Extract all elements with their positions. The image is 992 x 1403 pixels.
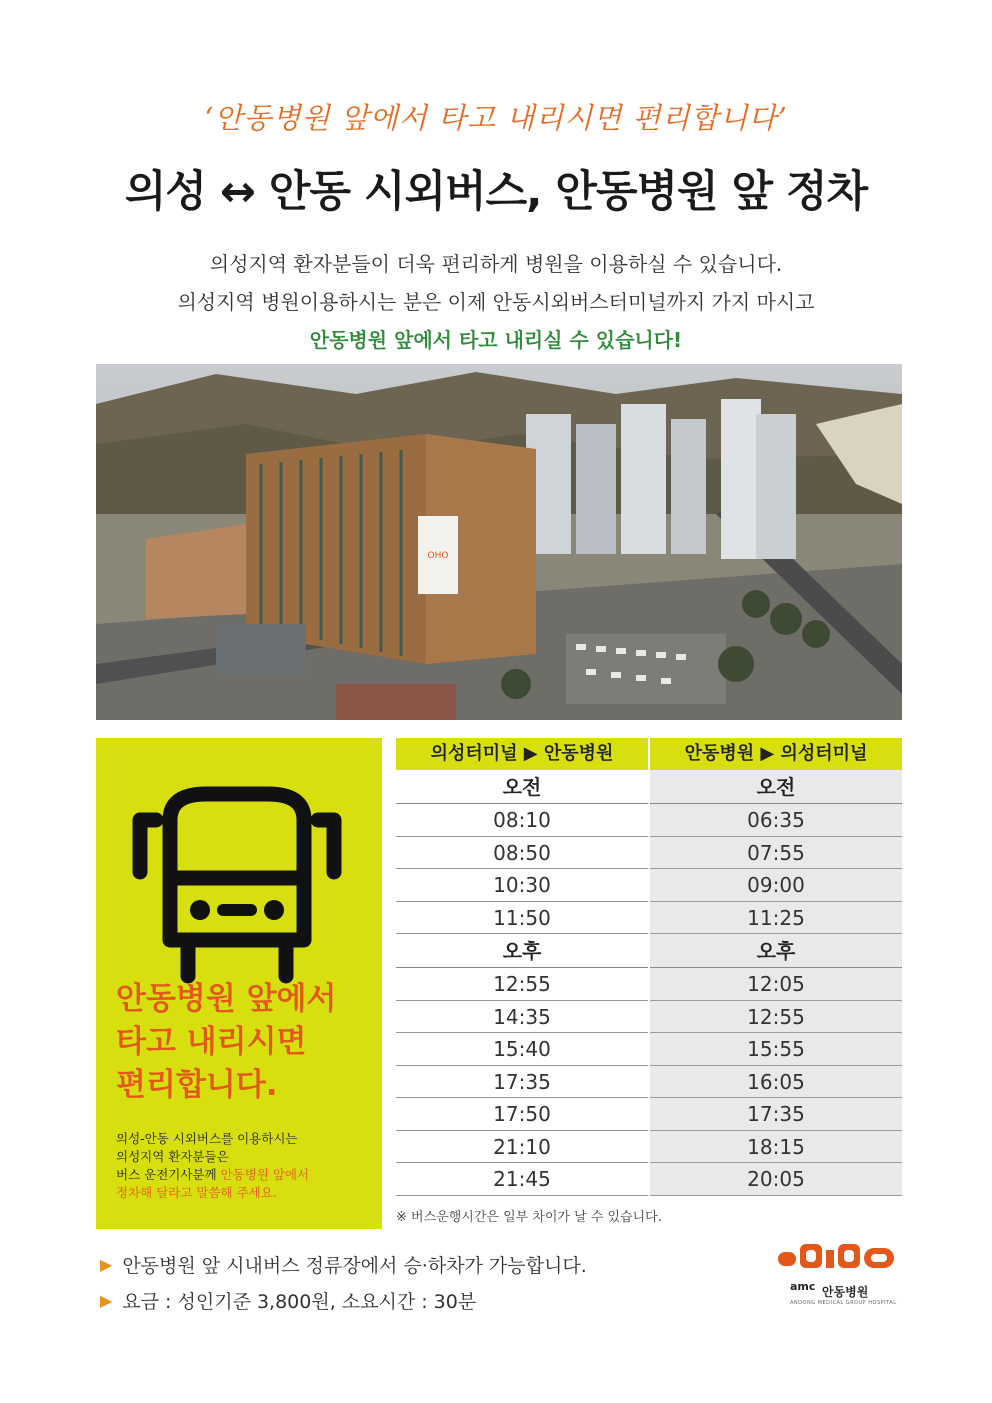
time-cell: 17:35	[396, 1066, 648, 1099]
time-cell: 11:50	[396, 902, 648, 935]
bullet-item	[100, 1246, 587, 1282]
time-cell: 14:35	[396, 1001, 648, 1034]
time-cell: 15:55	[650, 1033, 902, 1066]
period-am: 오전	[650, 770, 902, 804]
time-cell: 07:55	[650, 837, 902, 870]
panel-headline-line-1: 안동병원 앞에서	[116, 981, 337, 1017]
panel-note-highlight: 안동병원 앞에서	[220, 1167, 310, 1182]
panel-headline-line-3: 편리합니다.	[116, 1067, 278, 1103]
time-cell: 12:55	[650, 1001, 902, 1034]
panel-note-line-1: 의성-안동 시외버스를 이용하시는	[116, 1131, 298, 1146]
svg-text:amc: amc	[790, 1280, 816, 1293]
time-cell: 21:10	[396, 1131, 648, 1164]
time-cell: 21:45	[396, 1163, 648, 1196]
panel-note-line-3	[116, 1166, 378, 1184]
logo-subtitle: ANDONG MEDICAL GROUP HOSPITAL	[790, 1300, 897, 1306]
svg-text:OHO: OHO	[427, 551, 449, 561]
schedule-note: ※ 버스운행시간은 일부 차이가 날 수 있습니다.	[396, 1210, 662, 1225]
time-cell: 17:35	[650, 1098, 902, 1131]
time-cell: 09:00	[650, 869, 902, 902]
column-header-to-hospital: 의성터미널 ▶ 안동병원	[396, 738, 648, 770]
logo-hospital-name: 안동병원	[822, 1285, 869, 1299]
bullet-text: 요금 : 성인기준 3,800원, 소요시간 : 30분	[122, 1290, 477, 1313]
hospital-aerial-photo	[96, 364, 902, 720]
triangle-right-icon: ▶	[100, 1254, 113, 1274]
info-panel	[96, 738, 382, 1229]
period-pm: 오후	[396, 934, 648, 968]
time-cell: 12:55	[396, 968, 648, 1001]
panel-note-line-3a: 버스 운전기사분께	[116, 1167, 221, 1182]
intro-line-3: 안동병원 앞에서 타고 내리실 수 있습니다!	[309, 328, 683, 352]
time-cell: 16:05	[650, 1066, 902, 1099]
panel-headline	[116, 978, 376, 1107]
time-cell: 11:25	[650, 902, 902, 935]
time-cell: 06:35	[650, 804, 902, 837]
intro-line-2: 의성지역 병원이용하시는 분은 이제 안동시외버스터미널까지 가지 마시고	[177, 290, 815, 314]
time-cell: 18:15	[650, 1131, 902, 1164]
time-cell: 15:40	[396, 1033, 648, 1066]
time-cell: 12:05	[650, 968, 902, 1001]
period-pm: 오후	[650, 934, 902, 968]
bus-icon	[126, 780, 348, 992]
info-bullets	[100, 1246, 587, 1318]
tagline: ‘안동병원 앞에서 타고 내리시면 편리합니다’	[204, 101, 788, 135]
time-cell: 17:50	[396, 1098, 648, 1131]
panel-note	[116, 1130, 378, 1202]
column-header-to-terminal: 안동병원 ▶ 의성터미널	[650, 738, 902, 770]
bullet-item	[100, 1282, 587, 1318]
period-am: 오전	[396, 770, 648, 804]
schedule-column-to-terminal	[650, 738, 902, 1196]
triangle-right-icon: ▶	[100, 1290, 113, 1310]
panel-note-line-4: 정차해 달라고 말씀해 주세요.	[116, 1185, 277, 1200]
time-cell: 10:30	[396, 869, 648, 902]
panel-headline-line-2: 타고 내리시면	[116, 1024, 307, 1060]
bullet-text: 안동병원 앞 시내버스 정류장에서 승·하차가 가능합니다.	[122, 1254, 587, 1277]
schedule-column-to-hospital	[396, 738, 648, 1196]
time-cell: 08:10	[396, 804, 648, 837]
panel-note-line-2: 의성지역 환자분들은	[116, 1149, 229, 1164]
intro-line-1: 의성지역 환자분들이 더욱 편리하게 병원을 이용하실 수 있습니다.	[209, 252, 783, 276]
time-cell: 08:50	[396, 837, 648, 870]
page-title: 의성 ↔ 안동 시외버스, 안동병원 앞 정차	[124, 167, 868, 217]
time-cell: 20:05	[650, 1163, 902, 1196]
